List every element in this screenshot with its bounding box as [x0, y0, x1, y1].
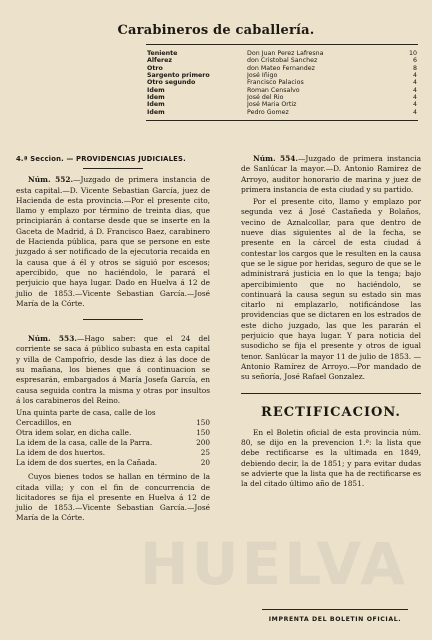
roster-name: don Cristobal Sanchez	[247, 57, 318, 65]
roster-name: Don Juan Perez Lafresna	[247, 50, 324, 57]
roster-table	[147, 50, 417, 116]
roster-row	[147, 87, 417, 94]
library-watermark: HUELVA	[140, 530, 409, 598]
rectification-heading: RECTIFICACION.	[261, 404, 401, 420]
roster-rank: Idem	[147, 108, 165, 116]
roster-row	[147, 79, 417, 86]
notice-divider	[83, 319, 143, 320]
notice-553-closing: Cuyos bienes todos se hallan en término de la citada villa; y con el fin de concurrencia de licitadores se fija el presente en Huelva á 12 de julio de 1853.—Vicente Sebastian García.—José María de la Córte.	[16, 472, 210, 523]
roster-name: Pedro Gomez	[247, 108, 289, 116]
right-column	[241, 154, 421, 492]
section-heading: 4.ª Seccion. — PROVIDENCIAS JUDICIALES.	[16, 155, 186, 163]
roster-name: José Maria Ortiz	[247, 101, 297, 109]
price-item: Una quinta parte de casa, calle de los Cercadillos, en	[16, 408, 156, 428]
price-item: La idem de dos suertes, en la Cañada.	[16, 458, 158, 468]
notice-554: Núm. 554.—Juzgado de primera instancia de Sanlúcar la mayor.—D. Antonio Ramirez de Arroyo, auditor honorario de marina y juez de primera instancia de esta ciudad y su partido.	[241, 154, 421, 194]
roster-count: 4	[412, 72, 417, 80]
price-item: La idem de dos huertos.	[16, 448, 106, 458]
left-column	[16, 154, 210, 526]
roster-count: 6	[412, 57, 417, 65]
roster-row	[147, 72, 417, 79]
rectification-rule	[241, 393, 421, 394]
roster-row	[147, 109, 417, 116]
notice-553: Núm. 553.—Hago saber: que el 24 del corriente se saca á público subasta en esta capital y villa de Campofrio, desde las diez á las doce de su mañana, los bienes que á continuacion se espresarán, embargados á María Josefa García, en causa seguida contra la misma y otras por insultos á los carabineros del Reino.	[16, 334, 210, 405]
price-row	[16, 458, 210, 468]
roster-row	[147, 57, 417, 64]
roster-row	[147, 101, 417, 108]
roster-count: 4	[412, 108, 417, 116]
footer-rule	[262, 609, 408, 610]
roster-name: José del Rio	[247, 94, 284, 102]
roster-rank: Teniente	[147, 50, 178, 57]
roster-rule	[146, 120, 418, 121]
price-list	[16, 408, 210, 468]
roster-rank: Otro segundo	[147, 79, 196, 87]
rectification-text: En el Boletin oficial de esta provincia núm. 80, se dijo en la prevencion 1.ª: la lista que debe rectificarse es la ultimada en 1849, debiendo decir, la de 1851; y para evitar dudas se advierte que la lista que ha de rectificarse es la del citado último año de 1851.	[241, 427, 421, 489]
roster-rank: Idem	[147, 94, 165, 102]
roster-count: 8	[412, 64, 417, 72]
roster-name: don Mateo Fernandez	[247, 64, 315, 72]
price-amount: 200	[196, 438, 210, 448]
roster-name: Francisco Palacios	[247, 79, 304, 87]
price-amount: 20	[200, 458, 210, 468]
roster-rank: Sargento primero	[147, 72, 210, 80]
roster-count: 10	[408, 50, 417, 57]
price-item: Otra idem solar, en dicha calle.	[16, 428, 132, 438]
page-title: Carabineros de caballería.	[117, 23, 315, 38]
price-row	[16, 448, 210, 458]
price-row	[16, 438, 210, 448]
roster-row	[147, 94, 417, 101]
notice-554-body: Por el presente cito, llamo y emplazo por segunda vez á José Castañeda y Bolaños, vecino de Aznalcollar, para que dentro de nueve dias siguientes al de la fecha, se presente en la cárcel de esta ciudad á contestar los cargos que le resulten en la causa que se le sigue por heridas, seguro de que se le administrará justicia en lo que la tenga; bajo apercibimiento que no haciéndolo, se continuará la causa segun su estado sin mas citarlo ni emplazarlo, notificándose las providencias que se dictaren en los estrados de este dicho juzgado, las que les pararán el perjuicio que haya lugar. Y para noticia del susodicho se fija el presente y otros de igual tenor. Sanlúcar la mayor 11 de julio de 1853. —Antonio Ramírez de Arroyo.—Por mandado de su señoría, José Rafael Gonzalez.	[241, 197, 421, 382]
price-item: La idem de la casa, calle de la Parra.	[16, 438, 153, 448]
roster-rank: Idem	[147, 86, 165, 94]
price-row	[16, 428, 210, 438]
price-amount: 150	[196, 418, 210, 428]
roster-count: 4	[412, 101, 417, 109]
section-rule	[83, 168, 143, 169]
title-rule	[146, 44, 418, 45]
roster-rank: Idem	[147, 101, 165, 109]
price-row	[16, 408, 210, 428]
roster-count: 4	[412, 86, 417, 94]
notice-552: Núm. 552.—Juzgado de primera instancia de esta capital.—D. Vicente Sebastian García, juez de Hacienda de esta provincia.—Por el presente cito, llamo y emplazo por término de treinta dias, que principiarán á contarse desde que se inserte en la Gaceta de Madrid, á D. Francisco Baez, carabinero de Hacienda pública, para que se persone en este juzgado á ser notificado de la ejecutoria recaida en la causa que á él y otros se siguió por escesos; apercibido, que no haciéndolo, le parará el perjuicio que haya lugar. Dado en Huelva á 12 de julio de 1853.—Vicente Sebastian García.—José María de la Córte.	[16, 175, 210, 308]
roster-name: Roman Censalvo	[247, 86, 300, 94]
roster-count: 4	[412, 94, 417, 102]
price-amount: 150	[196, 428, 210, 438]
roster-rank: Otro	[147, 64, 163, 72]
printer-footer: IMPRENTA DEL BOLETIN OFICIAL.	[268, 616, 402, 623]
roster-count: 4	[412, 79, 417, 87]
roster-rank: Alferez	[147, 57, 173, 65]
roster-row	[147, 65, 417, 72]
price-amount: 25	[200, 448, 210, 458]
roster-name: José Iñigo	[247, 72, 278, 80]
roster-row	[147, 50, 417, 57]
